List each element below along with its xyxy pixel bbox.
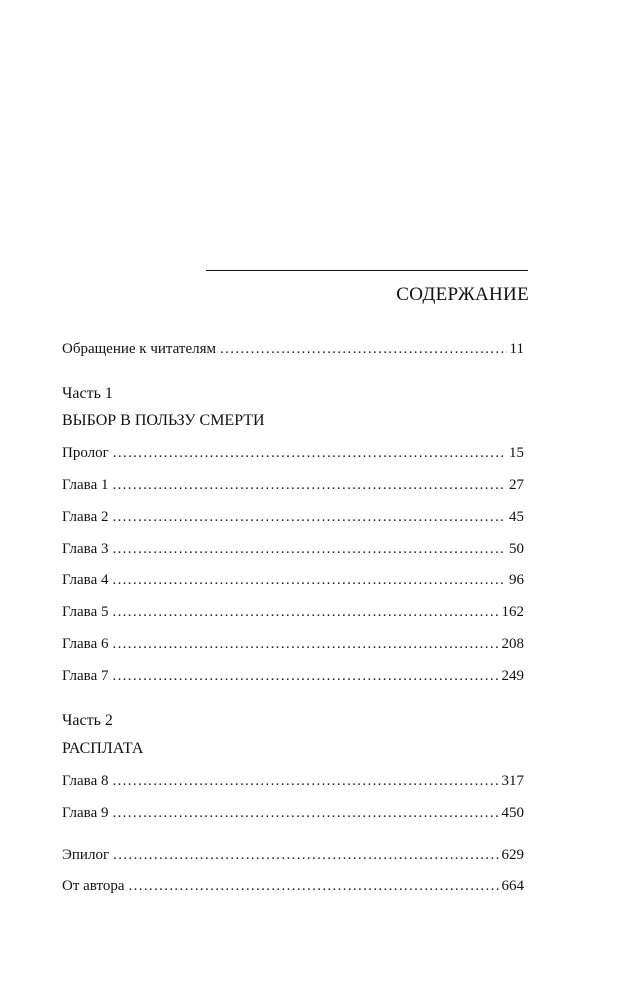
toc-leader-dots	[220, 338, 507, 360]
toc-leader-dots	[113, 442, 506, 464]
toc-entry-page: 208	[501, 636, 524, 652]
toc-entry-title: Глава 3	[62, 541, 109, 557]
toc-entry-chapter-7[interactable]	[62, 665, 524, 687]
toc-entry-title: Глава 9	[62, 805, 109, 821]
toc-entry-page: 27	[509, 477, 524, 493]
toc-entry-page: 664	[501, 878, 524, 894]
toc-leader-dots	[112, 633, 498, 655]
toc-entry-title: Глава 1	[62, 477, 109, 493]
toc-entry-title: Глава 5	[62, 604, 109, 620]
toc-leader-dots	[112, 569, 506, 591]
toc-entry-page: 317	[501, 773, 524, 789]
toc-leader-dots	[112, 601, 498, 623]
toc-entry-page: 450	[501, 805, 524, 821]
toc-leader-dots	[112, 538, 506, 560]
toc-leader-dots	[112, 802, 498, 824]
part-1-name: ВЫБОР В ПОЛЬЗУ СМЕРТИ	[62, 412, 265, 429]
toc-entry-chapter-2[interactable]	[62, 506, 524, 528]
toc-entry-title: Пролог	[62, 445, 109, 461]
toc-entry-chapter-3[interactable]	[62, 538, 524, 560]
toc-entry-title: Глава 8	[62, 773, 109, 789]
toc-entry-prologue[interactable]	[62, 442, 524, 464]
toc-leader-dots	[112, 474, 506, 496]
page-title: СОДЕРЖАНИЕ	[396, 284, 529, 305]
toc-leader-dots	[112, 506, 506, 528]
toc-entry-title: Эпилог	[62, 847, 110, 863]
toc-leader-dots	[112, 665, 498, 687]
toc-entry-title: Глава 7	[62, 668, 109, 684]
toc-entry-page: 11	[509, 341, 524, 357]
heading-rule	[206, 270, 528, 271]
toc-entry-chapter-4[interactable]	[62, 569, 524, 591]
toc-entry-page: 15	[509, 445, 524, 461]
toc-entry-page: 45	[509, 509, 524, 525]
toc-entry-chapter-1[interactable]	[62, 474, 524, 496]
toc-entry-page: 50	[509, 541, 524, 557]
toc-entry-title: От автора	[62, 878, 125, 894]
toc-entry-page: 162	[501, 604, 524, 620]
toc-leader-dots	[112, 770, 498, 792]
toc-entry-chapter-9[interactable]	[62, 802, 524, 824]
toc-entry-author-note[interactable]	[62, 875, 524, 897]
toc-entry-chapter-5[interactable]	[62, 601, 524, 623]
toc-entry-epilogue[interactable]	[62, 844, 524, 866]
part-2-label: Часть 2	[62, 712, 113, 729]
part-1-label: Часть 1	[62, 385, 113, 402]
toc-entry-title: Обращение к читателям	[62, 341, 216, 357]
toc-leader-dots	[113, 844, 498, 866]
toc-entry-title: Глава 4	[62, 572, 109, 588]
toc-entry-page: 96	[509, 572, 524, 588]
toc-entry-chapter-6[interactable]	[62, 633, 524, 655]
toc-entry-chapter-8[interactable]	[62, 770, 524, 792]
toc-leader-dots	[129, 875, 499, 897]
toc-entry-page: 249	[501, 668, 524, 684]
part-2-name: РАСПЛАТА	[62, 740, 144, 757]
toc-entry-title: Глава 2	[62, 509, 109, 525]
toc-entry-title: Глава 6	[62, 636, 109, 652]
toc-entry-page: 629	[501, 847, 524, 863]
toc-entry-intro[interactable]	[62, 338, 524, 360]
